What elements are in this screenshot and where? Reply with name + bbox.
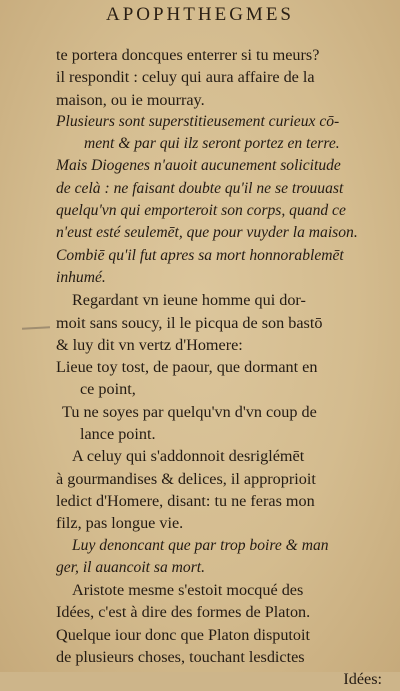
- text-line: filz, pas longue vie.: [56, 514, 184, 533]
- text-line: Idées, c'est à dire des formes de Platon.: [56, 603, 311, 622]
- catchword: Idées:: [343, 670, 382, 689]
- commentary-line: inhumé.: [56, 268, 106, 286]
- commentary-line: Luy denoncant que par trop boire & man: [72, 536, 329, 554]
- verse-line: Tu ne soyes par quelqu'vn d'vn coup de: [62, 402, 317, 421]
- commentary-line: ger, il auancoit sa mort.: [56, 558, 206, 576]
- text-line: Quelque iour donc que Platon disputoit: [56, 625, 311, 644]
- text-line: & luy dit vn vertz d'Homere:: [56, 335, 243, 354]
- verse-line: Lieue toy tost, de paour, que dormant en: [56, 358, 318, 377]
- commentary-line: Combiē qu'il fut apres sa mort honnorablemēt: [56, 246, 344, 264]
- commentary-line: de celà : ne faisant doubte qu'il ne se trouuast: [56, 179, 344, 197]
- page-text: [56, 44, 388, 691]
- margin-mark: [22, 326, 50, 329]
- commentary-line: quelqu'vn qui emporteroit son corps, quand ce: [56, 202, 346, 220]
- verse-line: lance point.: [80, 425, 156, 444]
- commentary-line: n'eust esté seulemēt, que pour vuyder la maison.: [56, 224, 358, 242]
- text-line: moit sans soucy, il le picqua de son bastō: [56, 313, 323, 332]
- running-header: APOPHTHEGMES: [105, 4, 295, 25]
- text-line: à gourmandises & delices, il approprioit: [56, 469, 316, 488]
- text-line: ledict d'Homere, disant: tu ne feras mon: [56, 491, 315, 510]
- text-line: il respondit : celuy qui aura affaire de la: [56, 68, 315, 87]
- text-line: te portera doncques enterrer si tu meurs?: [56, 46, 320, 64]
- text-line: maison, ou ie mourray.: [56, 90, 205, 109]
- text-line: Aristote mesme s'estoit mocqué des: [72, 581, 304, 600]
- commentary-line: ment & par qui ilz seront portez en terre.: [84, 135, 340, 153]
- text-line: Regardant vn ieune homme qui dor-: [72, 291, 306, 310]
- verse-line: ce point,: [80, 380, 136, 399]
- text-line: de plusieurs choses, touchant lesdictes: [56, 648, 305, 667]
- commentary-line: Mais Diogenes n'auoit aucunement solicitude: [56, 157, 341, 175]
- commentary-line: Plusieurs sont superstitieusement curieux cō-: [56, 112, 340, 130]
- text-line: A celuy qui s'addonnoit desriglémēt: [72, 447, 305, 466]
